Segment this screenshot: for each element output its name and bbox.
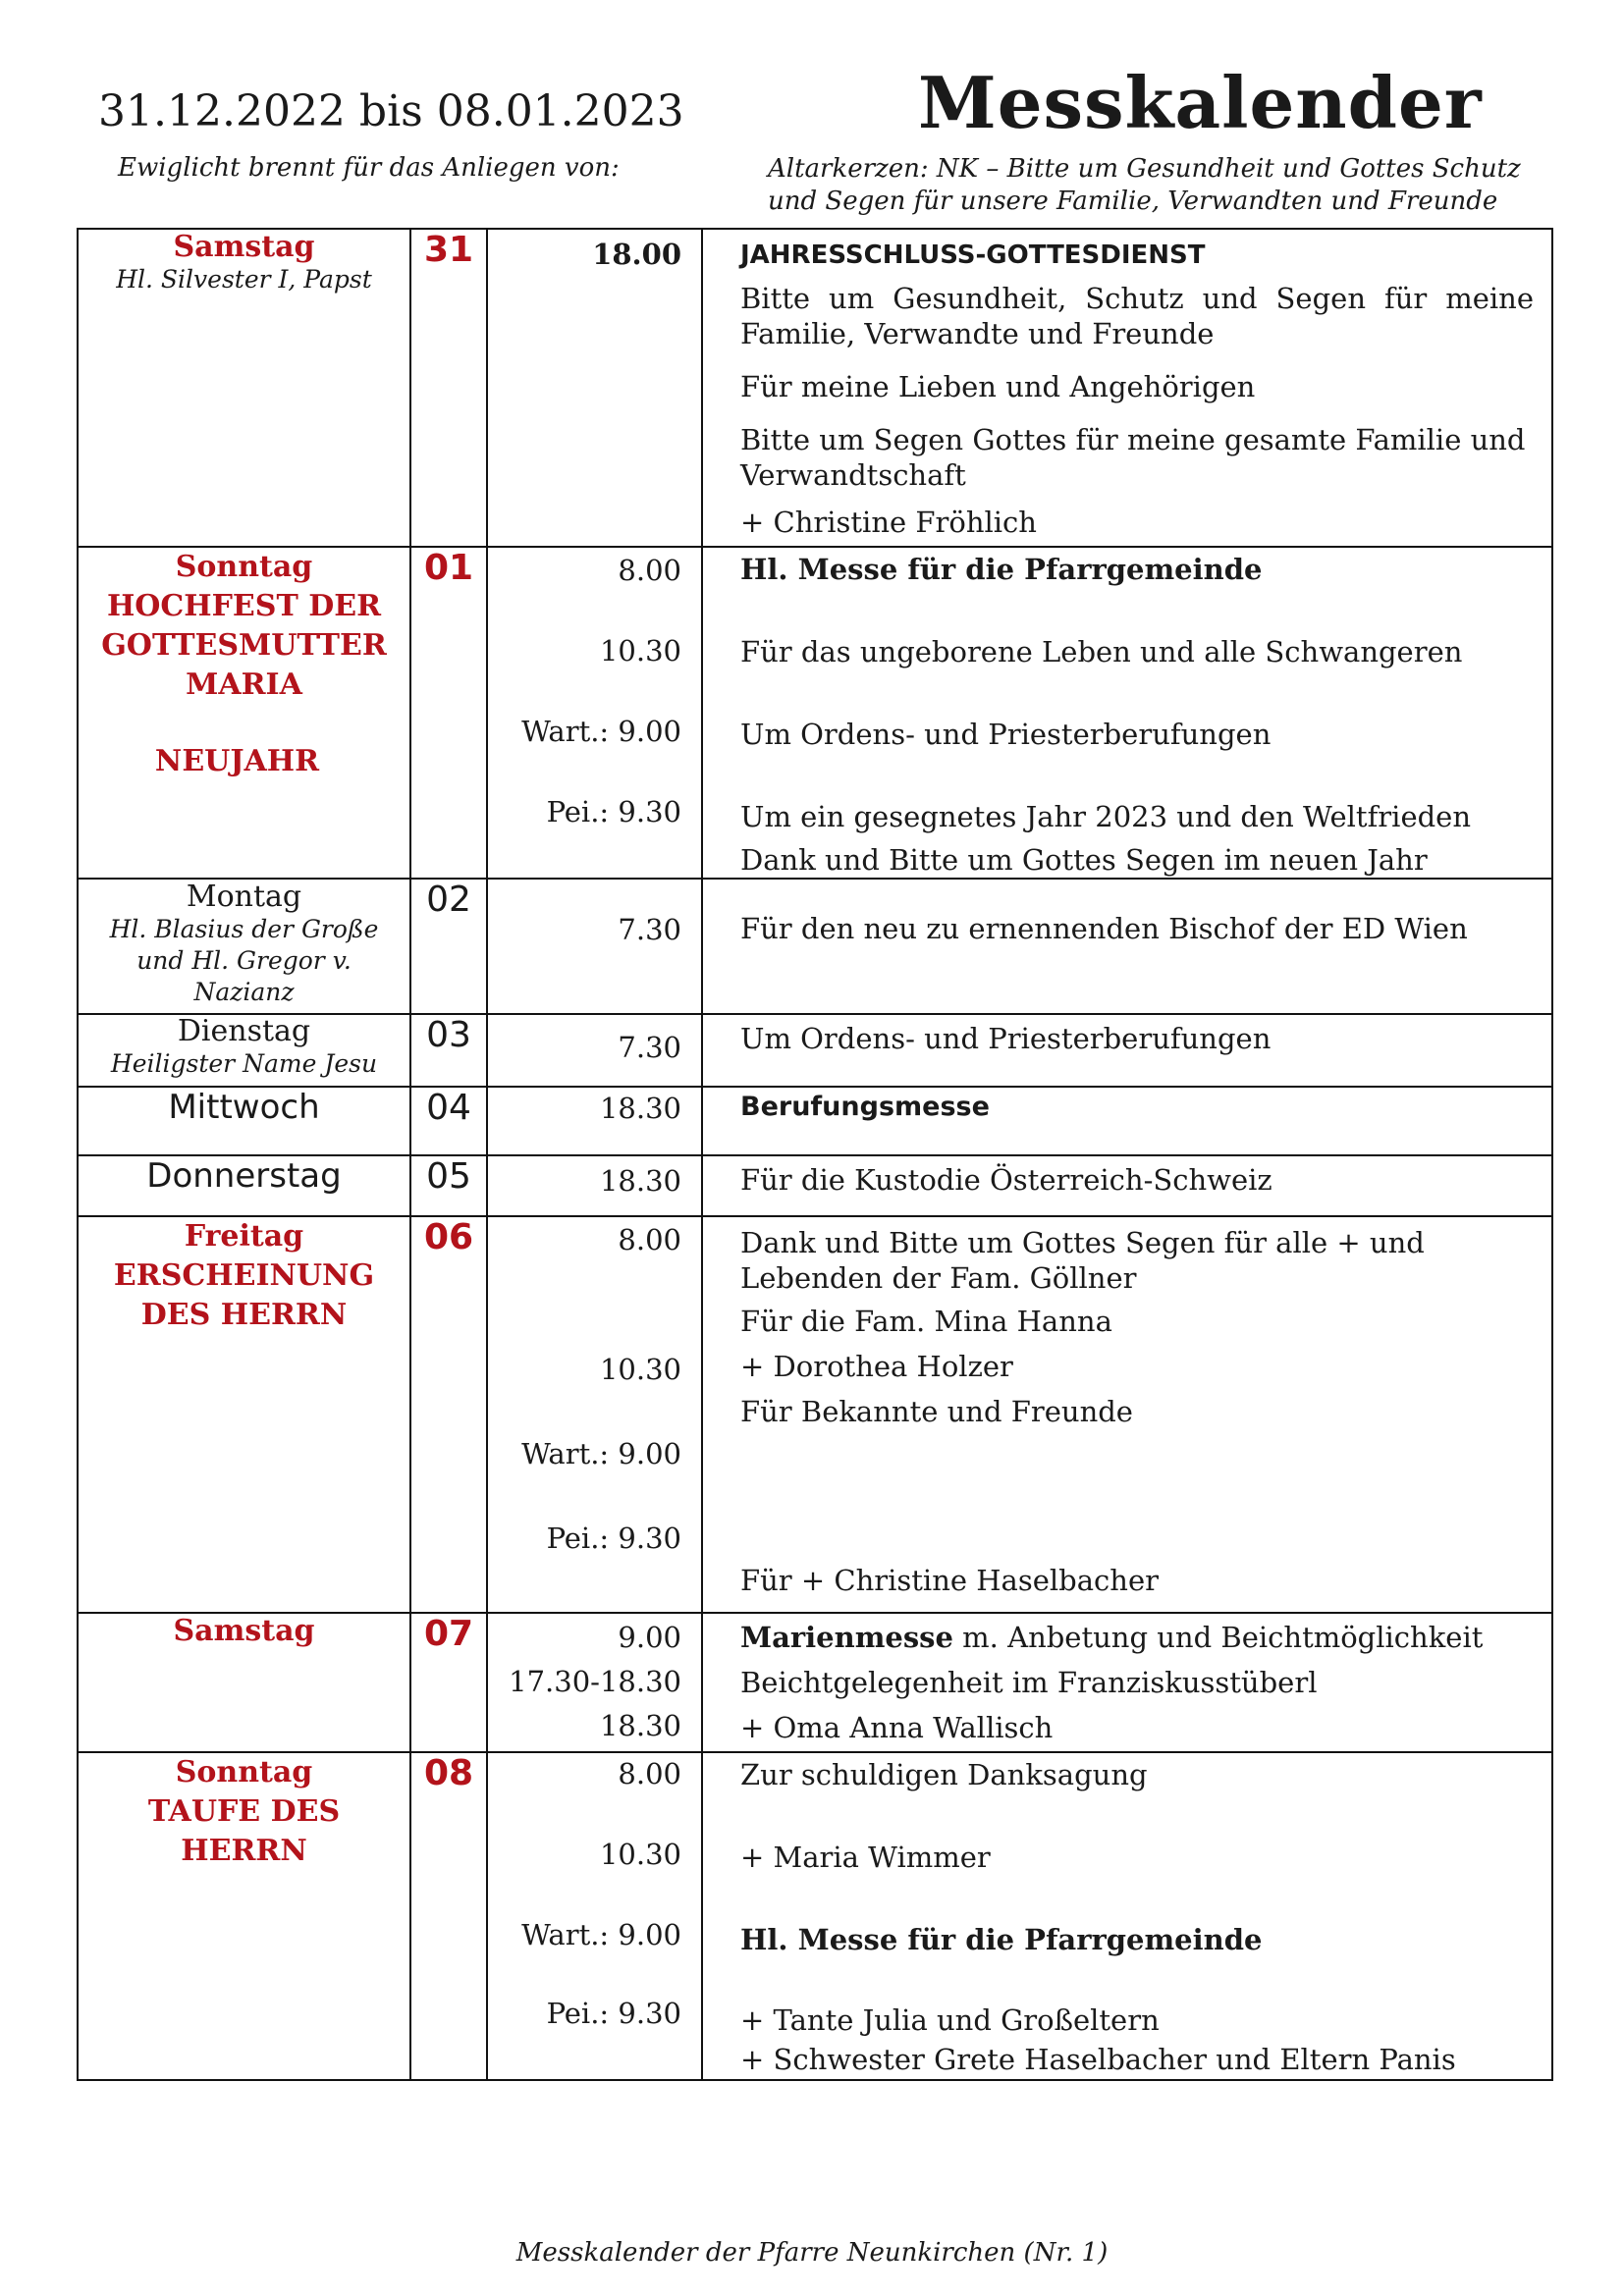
times-cell bbox=[487, 1155, 702, 1216]
altar-candles-line-2: und Segen für unsere Familie, Verwandten und Freunde bbox=[768, 187, 1498, 216]
times-cell bbox=[487, 1613, 702, 1752]
table-row bbox=[78, 1216, 1552, 1613]
day-cell bbox=[78, 1216, 410, 1613]
times-cell bbox=[487, 1087, 702, 1155]
day-cell bbox=[78, 1014, 410, 1087]
intention: Hl. Messe für die Pfarrgemeinde bbox=[740, 1923, 1263, 1956]
day-number: 04 bbox=[410, 1087, 487, 1155]
mass-calendar-table bbox=[77, 228, 1553, 2081]
mass-time: Pei.: 9.30 bbox=[546, 795, 681, 828]
day-cell bbox=[78, 1087, 410, 1155]
page-title: Messkalender bbox=[918, 61, 1483, 144]
intention: Für meine Lieben und Angehörigen bbox=[740, 370, 1256, 403]
saint-name: Hl. Silvester I, Papst bbox=[116, 265, 372, 294]
intentions-cell bbox=[702, 1014, 1552, 1087]
eternal-light-note: Ewiglicht brennt für das Anliegen von: bbox=[118, 153, 620, 183]
day-number: 05 bbox=[410, 1155, 487, 1216]
intention: Bitte um Gesundheit, Schutz und Segen für meine Familie, Verwandte und Freunde bbox=[740, 282, 1534, 350]
intention: Für die Fam. Mina Hanna bbox=[740, 1305, 1112, 1338]
intention: Für die Kustodie Österreich-Schweiz bbox=[740, 1163, 1272, 1197]
intention bbox=[740, 1620, 1534, 1655]
feast-line: TAUFE DES bbox=[147, 1794, 341, 1829]
times-cell bbox=[487, 1752, 702, 2080]
feast-line: MARIA bbox=[186, 667, 302, 702]
intention-rest: m. Anbetung und Beichtmöglichkeit bbox=[952, 1621, 1484, 1654]
day-cell bbox=[78, 879, 410, 1014]
saint-name: und Hl. Gregor v. bbox=[136, 946, 352, 975]
day-number: 06 bbox=[410, 1216, 487, 1613]
day-name: Samstag bbox=[173, 230, 315, 264]
intentions-cell bbox=[702, 1087, 1552, 1155]
intention: Für den neu zu ernennenden Bischof der ED Wien bbox=[740, 912, 1468, 945]
day-number: 07 bbox=[410, 1613, 487, 1752]
date-range: 31.12.2022 bis 08.01.2023 bbox=[98, 86, 684, 136]
mass-time: 18.30 bbox=[599, 1709, 681, 1742]
mass-time: 17.30-18.30 bbox=[509, 1665, 681, 1698]
table-row bbox=[78, 1155, 1552, 1216]
times-cell bbox=[487, 547, 702, 879]
mass-time: 8.00 bbox=[618, 1223, 681, 1256]
mass-time: 18.30 bbox=[599, 1092, 681, 1125]
day-name: Sonntag bbox=[175, 1755, 313, 1789]
intention: + Maria Wimmer bbox=[740, 1841, 991, 1874]
saint-name: Hl. Blasius der Große bbox=[109, 915, 379, 943]
altar-candles-line-1: Altarkerzen: NK – Bitte um Gesundheit und Gottes Schutz bbox=[768, 154, 1521, 184]
intention: Für Bekannte und Freunde bbox=[740, 1395, 1133, 1428]
intentions-cell bbox=[702, 1752, 1552, 2080]
intention: + Tante Julia und Großeltern bbox=[740, 2003, 1160, 2037]
intention: + Dorothea Holzer bbox=[740, 1350, 1013, 1383]
intention: Um ein gesegnetes Jahr 2023 und den Weltfrieden bbox=[740, 800, 1472, 833]
mass-time: 10.30 bbox=[599, 634, 681, 667]
intentions-cell bbox=[702, 1155, 1552, 1216]
intention: Hl. Messe für die Pfarrgemeinde bbox=[740, 553, 1263, 586]
table-row bbox=[78, 1087, 1552, 1155]
mass-time: Pei.: 9.30 bbox=[546, 1997, 681, 2030]
intention: Dank und Bitte um Gottes Segen im neuen Jahr bbox=[740, 843, 1428, 877]
day-cell bbox=[78, 1752, 410, 2080]
day-name: Dienstag bbox=[177, 1014, 311, 1048]
times-cell bbox=[487, 879, 702, 1014]
day-number: 08 bbox=[410, 1752, 487, 2080]
intention: + Oma Anna Wallisch bbox=[740, 1711, 1054, 1744]
intention: Für das ungeborene Leben und alle Schwangeren bbox=[740, 635, 1463, 668]
day-name: Mittwoch bbox=[168, 1088, 320, 1127]
table-row bbox=[78, 1014, 1552, 1087]
intentions-cell bbox=[702, 547, 1552, 879]
feast-line: NEUJAHR bbox=[154, 744, 320, 778]
day-name: Montag bbox=[186, 880, 302, 914]
feast-line: DES HERRN bbox=[140, 1298, 348, 1332]
feast-line: ERSCHEINUNG bbox=[113, 1258, 375, 1293]
mass-time: Pei.: 9.30 bbox=[546, 1522, 681, 1555]
intention: Berufungsmesse bbox=[740, 1092, 990, 1122]
intention: + Schwester Grete Haselbacher und Eltern Panis bbox=[740, 2043, 1456, 2076]
day-number: 03 bbox=[410, 1014, 487, 1087]
times-cell bbox=[487, 1216, 702, 1613]
intention-bold: Marienmesse bbox=[740, 1621, 953, 1654]
mass-time: Wart.: 9.00 bbox=[521, 1437, 681, 1470]
day-number: 01 bbox=[410, 547, 487, 879]
table-row bbox=[78, 229, 1552, 547]
day-cell bbox=[78, 1613, 410, 1752]
day-number: 31 bbox=[410, 229, 487, 547]
intention: Beichtgelegenheit im Franziskusstüberl bbox=[740, 1666, 1318, 1699]
feast-line: HERRN bbox=[181, 1834, 307, 1868]
intention: Bitte um Segen Gottes für meine gesamte Familie und Verwandtschaft bbox=[740, 423, 1526, 492]
mass-time: Wart.: 9.00 bbox=[521, 1918, 681, 1951]
mass-time: 10.30 bbox=[599, 1838, 681, 1871]
mass-time: 18.00 bbox=[592, 238, 681, 271]
intention: Um Ordens- und Priesterberufungen bbox=[740, 718, 1272, 751]
intention: + Christine Fröhlich bbox=[740, 506, 1037, 539]
table-row bbox=[78, 1613, 1552, 1752]
intention: Um Ordens- und Priesterberufungen bbox=[740, 1022, 1272, 1055]
mass-time: 10.30 bbox=[599, 1353, 681, 1386]
feast-line: GOTTESMUTTER bbox=[101, 628, 387, 663]
day-number: 02 bbox=[410, 879, 487, 1014]
intentions-cell bbox=[702, 1216, 1552, 1613]
feast-line: HOCHFEST DER bbox=[106, 589, 382, 623]
intentions-cell bbox=[702, 1613, 1552, 1752]
table-row bbox=[78, 879, 1552, 1014]
intentions-cell bbox=[702, 879, 1552, 1014]
times-cell bbox=[487, 229, 702, 547]
mass-time: Wart.: 9.00 bbox=[521, 715, 681, 748]
intention: Zur schuldigen Danksagung bbox=[740, 1758, 1148, 1791]
day-name: Freitag bbox=[184, 1219, 304, 1254]
mass-time: 9.00 bbox=[618, 1621, 681, 1654]
intention: JAHRESSCHLUSS-GOTTESDIENST bbox=[740, 240, 1206, 270]
table-row bbox=[78, 547, 1552, 879]
saint-name: Heiligster Name Jesu bbox=[110, 1049, 378, 1078]
table-row bbox=[78, 1752, 1552, 2080]
day-name: Sonntag bbox=[175, 550, 313, 584]
mass-time: 7.30 bbox=[618, 1031, 681, 1064]
mass-time: 7.30 bbox=[618, 913, 681, 946]
day-cell bbox=[78, 1155, 410, 1216]
saint-name: Nazianz bbox=[193, 978, 295, 1006]
mass-time: 8.00 bbox=[618, 1757, 681, 1790]
times-cell bbox=[487, 1014, 702, 1087]
intentions-cell bbox=[702, 229, 1552, 547]
page-footer: Messkalender der Pfarre Neunkirchen (Nr. 1) bbox=[515, 2238, 1109, 2268]
day-name: Samstag bbox=[173, 1614, 315, 1648]
day-name: Donnerstag bbox=[146, 1156, 342, 1196]
day-cell bbox=[78, 229, 410, 547]
intention: Dank und Bitte um Gottes Segen für alle + und Lebenden der Fam. Göllner bbox=[740, 1226, 1425, 1295]
altar-candles-note bbox=[768, 153, 1553, 218]
mass-time: 18.30 bbox=[599, 1164, 681, 1198]
day-cell bbox=[78, 547, 410, 879]
mass-time: 8.00 bbox=[618, 554, 681, 587]
intention: Für + Christine Haselbacher bbox=[740, 1564, 1159, 1597]
